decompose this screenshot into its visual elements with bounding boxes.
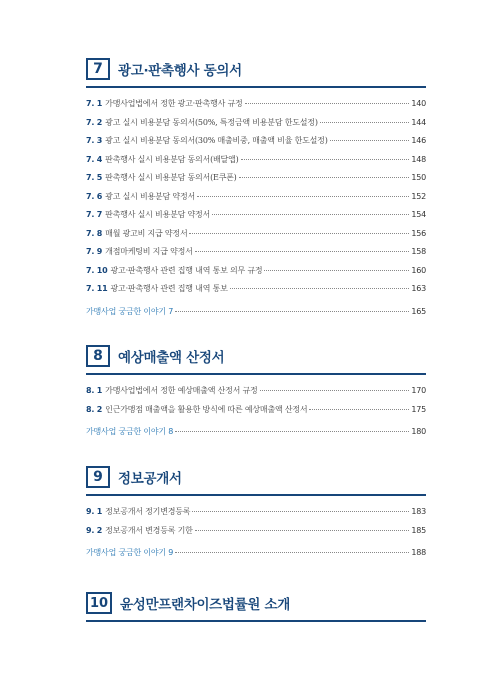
entry-page: 175 [411, 404, 426, 414]
toc-entry[interactable] [86, 228, 426, 247]
entry-page: 170 [411, 386, 426, 395]
toc-entry[interactable] [86, 117, 426, 136]
dot-leader [195, 530, 410, 531]
entry-title: 가맹사업법에서 정한 광고·판촉행사 규정 [105, 99, 243, 108]
entry-title: 광고 실시 비용분담 동의서(30% 매출비중, 매출액 비율 한도설정) [105, 136, 328, 145]
dot-leader [189, 233, 409, 234]
entry-title: 판촉행사 실시 비용분담 동의서(배달앱) [105, 154, 239, 164]
entry-page: 154 [411, 210, 426, 219]
entry-number: 7. 6 [86, 191, 103, 201]
dot-leader [175, 552, 409, 553]
entry-title: 판촉행사 실시 비용분담 동의서(E쿠폰) [105, 173, 237, 182]
dot-leader [212, 214, 409, 215]
entry-title: 정보공개서 변경등록 기한 [105, 525, 193, 535]
toc-entry[interactable] [86, 506, 426, 525]
chapter-10 [86, 592, 426, 632]
toc-entry[interactable] [86, 265, 426, 284]
entry-page: 152 [411, 191, 426, 201]
dot-leader [230, 288, 410, 289]
chapter-title: 정보공개서 [118, 471, 182, 487]
entry-page: 185 [411, 525, 426, 535]
entry-title: 가맹사업법에서 정한 예상매출액 산정서 규정 [105, 386, 258, 395]
entry-number: 7. 7 [86, 210, 103, 219]
story-page: 180 [411, 427, 426, 436]
toc-entry[interactable] [86, 135, 426, 154]
entry-title: 광고 실시 비용분담 약정서 [105, 191, 196, 201]
entry-page: 160 [411, 265, 426, 275]
entry-number: 7. 10 [86, 265, 108, 275]
toc-entry[interactable] [86, 191, 426, 210]
chapter-title: 윤성만프랜차이즈법률원 소개 [120, 597, 291, 613]
chapter-number: 10 [86, 592, 112, 614]
entry-number: 9. 1 [86, 507, 103, 516]
chapter-7 [86, 58, 426, 324]
chapter-number: 7 [86, 58, 110, 80]
toc-story-entry[interactable] [86, 547, 426, 566]
entry-title: 개점마케팅비 지급 약정서 [105, 247, 193, 256]
toc-entry[interactable] [86, 404, 426, 423]
story-title: 가맹사업 궁금한 이야기 8 [86, 427, 174, 436]
toc-entry[interactable] [86, 525, 426, 544]
entry-page: 148 [411, 154, 426, 164]
dot-leader [245, 103, 410, 104]
entry-page: 156 [411, 228, 426, 238]
toc-entry[interactable] [86, 98, 426, 117]
chapter-header [86, 592, 426, 622]
entry-page: 146 [411, 136, 426, 145]
dot-leader [264, 270, 409, 271]
entry-page: 144 [411, 117, 426, 127]
toc-entry[interactable] [86, 172, 426, 191]
entry-title: 매월 광고비 지급 약정서 [105, 228, 188, 238]
entry-title: 판촉행사 실시 비용분담 약정서 [105, 210, 211, 219]
dot-leader [309, 409, 409, 410]
chapter-header [86, 466, 426, 496]
story-title: 가맹사업 궁금한 이야기 7 [86, 306, 174, 316]
toc-story-entry[interactable] [86, 426, 426, 445]
toc-entry[interactable] [86, 385, 426, 404]
story-title: 가맹사업 궁금한 이야기 9 [86, 548, 174, 557]
story-page: 165 [411, 306, 426, 316]
entry-number: 7. 2 [86, 117, 103, 127]
entry-page: 163 [411, 284, 426, 293]
dot-leader [260, 390, 410, 391]
toc-entry[interactable] [86, 209, 426, 228]
dot-leader [241, 159, 410, 160]
entry-title: 광고 실시 비용분담 동의서(50%, 특정금액 비용분담 한도설정) [105, 117, 318, 127]
entry-number: 9. 2 [86, 525, 103, 535]
chapter-number: 8 [86, 345, 110, 367]
dot-leader [192, 511, 409, 512]
entry-number: 7. 1 [86, 99, 103, 108]
chapter-header [86, 58, 426, 88]
dot-leader [239, 177, 410, 178]
chapter-9 [86, 466, 426, 566]
entry-number: 8. 1 [86, 386, 103, 395]
dot-leader [197, 196, 409, 197]
toc-entry[interactable] [86, 283, 426, 302]
entry-number: 7. 4 [86, 154, 103, 164]
toc-entry[interactable] [86, 154, 426, 173]
entry-title: 광고·판촉행사 관련 집행 내역 통보 의무 규정 [110, 265, 263, 275]
dot-leader [195, 251, 410, 252]
toc-story-entry[interactable] [86, 306, 426, 325]
chapter-title: 광고·판촉행사 동의서 [118, 63, 242, 79]
entry-number: 7. 5 [86, 173, 103, 182]
chapter-8 [86, 345, 426, 445]
chapter-header [86, 345, 426, 375]
chapter-title: 예상매출액 산정서 [118, 350, 225, 366]
dot-leader [175, 431, 409, 432]
story-page: 188 [411, 548, 426, 557]
entry-number: 8. 2 [86, 404, 103, 414]
dot-leader [330, 140, 410, 141]
entry-number: 7. 8 [86, 228, 103, 238]
chapter-number: 9 [86, 466, 110, 488]
entry-page: 158 [411, 247, 426, 256]
entry-number: 7. 3 [86, 136, 103, 145]
entry-number: 7. 11 [86, 284, 108, 293]
entry-number: 7. 9 [86, 247, 103, 256]
entry-page: 140 [411, 99, 426, 108]
entry-page: 150 [411, 173, 426, 182]
entry-title: 정보공개서 정기변경등록 [105, 507, 191, 516]
dot-leader [320, 122, 410, 123]
entry-title: 인근가맹점 매출액을 활용한 방식에 따른 예상매출액 산정서 [105, 404, 308, 414]
entry-page: 183 [411, 507, 426, 516]
toc-entry[interactable] [86, 246, 426, 265]
dot-leader [175, 311, 409, 312]
entry-title: 광고·판촉행사 관련 집행 내역 통보 [110, 284, 228, 293]
